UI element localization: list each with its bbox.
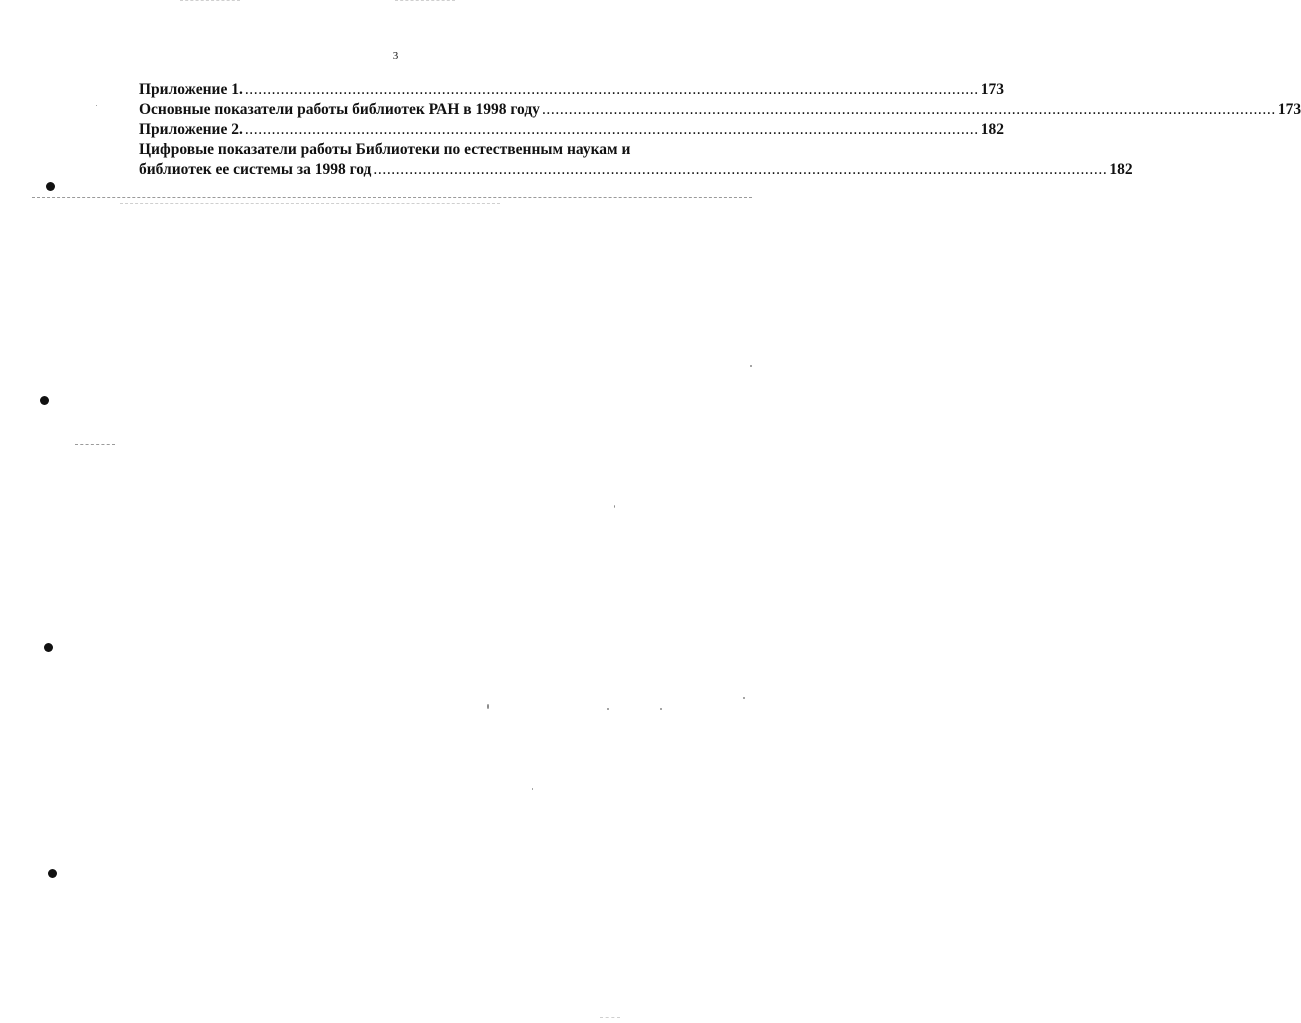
scan-speck — [607, 708, 609, 710]
scan-line-artifact — [180, 0, 240, 1]
toc-entry-title: Приложение 1. — [139, 81, 243, 98]
toc-entry-title: библиотек ее системы за 1998 год — [139, 161, 372, 178]
punch-hole-mark — [46, 182, 55, 191]
scan-line-artifact — [75, 444, 115, 445]
scan-speck — [96, 105, 97, 106]
scan-line-artifact — [120, 203, 500, 204]
toc-entry-page: 173 — [980, 81, 1004, 98]
table-of-contents — [139, 80, 1301, 180]
toc-entry-title: Приложение 2. — [139, 121, 243, 138]
toc-entry — [139, 80, 1004, 100]
scan-line-artifact — [32, 197, 752, 198]
scan-speck — [743, 697, 745, 699]
scan-speck — [614, 505, 615, 508]
scan-speck — [487, 704, 489, 709]
scan-line-artifact — [600, 1017, 620, 1018]
dot-leader: .................................................................................................................................................................... — [244, 81, 979, 98]
toc-entry — [139, 100, 1301, 120]
dot-leader: .................................................................................................................................................................... — [373, 161, 1108, 178]
scan-speck — [532, 788, 533, 790]
toc-entry-title: Основные показатели работы библиотек РАН в 1998 году — [139, 101, 540, 118]
scan-line-artifact — [395, 0, 455, 1]
toc-entry-page: 182 — [980, 121, 1004, 138]
punch-hole-mark — [48, 869, 57, 878]
toc-entry-page: 173 — [1277, 101, 1301, 118]
scan-speck — [660, 708, 662, 710]
toc-entry — [139, 160, 1133, 180]
toc-entry — [139, 120, 1004, 140]
scan-speck — [750, 365, 752, 367]
dot-leader: .................................................................................................................................................................... — [244, 121, 979, 138]
toc-entry-page: 182 — [1109, 161, 1133, 178]
punch-hole-mark — [44, 643, 53, 652]
toc-entry-title-first-line: Цифровые показатели работы Библиотеки по естественным наукам и — [139, 141, 631, 158]
page-number: 3 — [392, 50, 399, 62]
punch-hole-mark — [40, 396, 49, 405]
dot-leader: .................................................................................................................................................................... — [541, 101, 1276, 118]
